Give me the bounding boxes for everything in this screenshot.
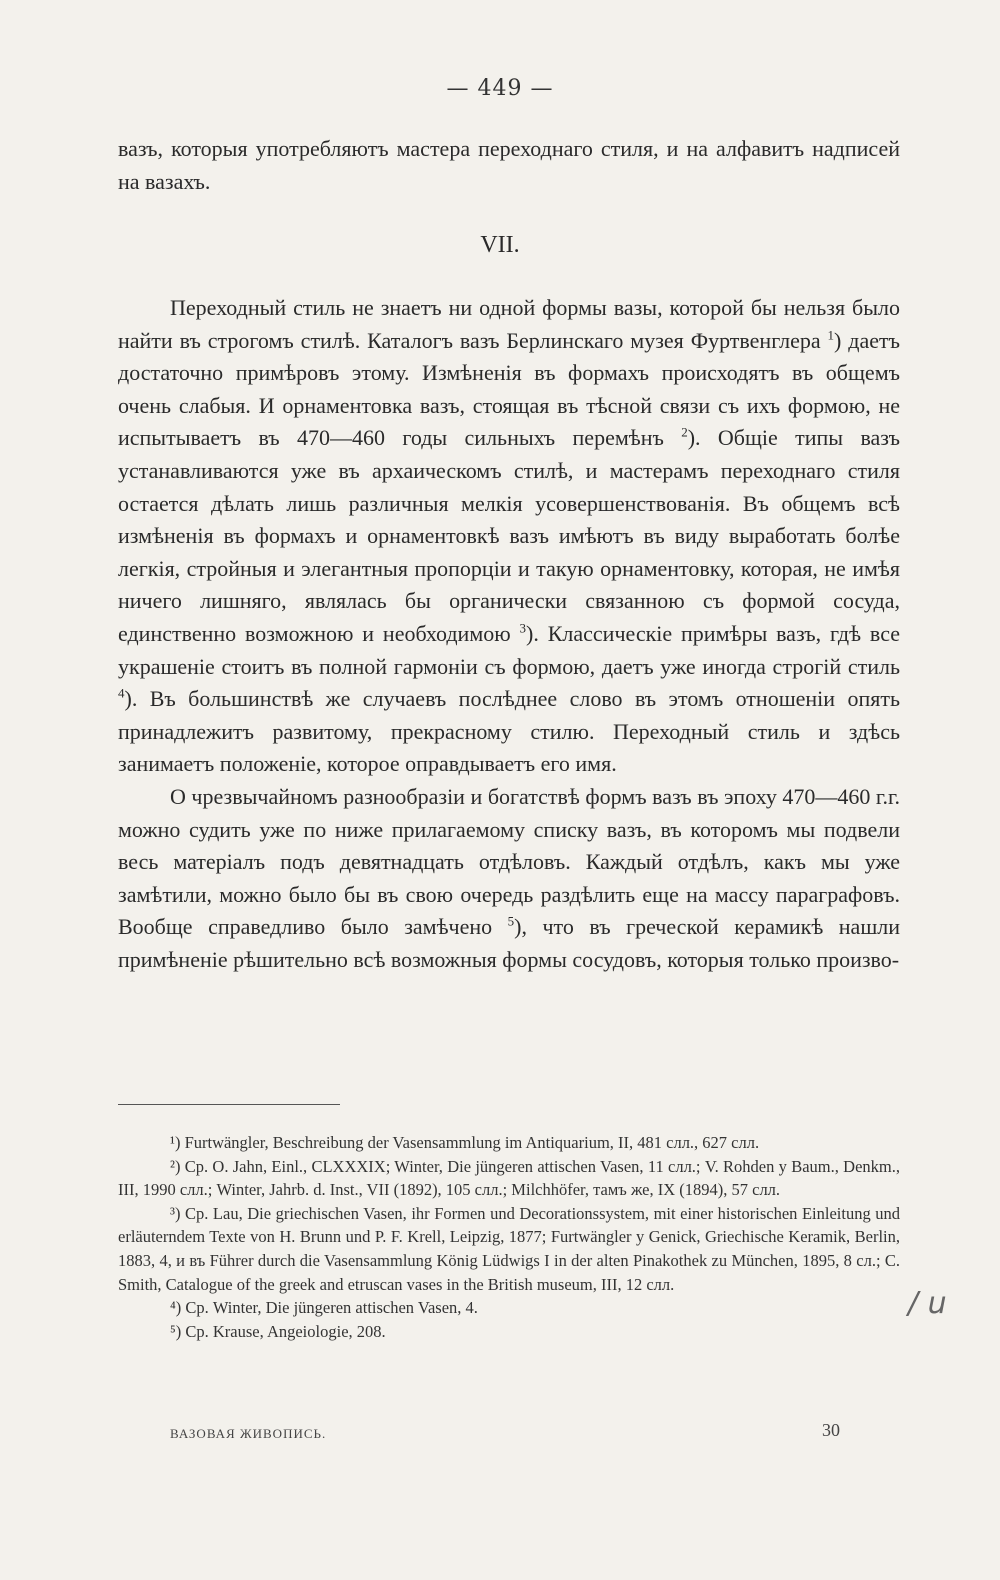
paragraph-forms xyxy=(118,292,900,781)
signature-mark: ВАЗОВАЯ ЖИВОПИСЬ. xyxy=(170,1426,327,1441)
footnote-ref-4: 4 xyxy=(118,685,125,701)
footnote-2: ²) Ср. O. Jahn, Einl., CLXXXIX; Winter, Die jüngeren attischen Vasen, 11 слл.; V. Rohden у Baum., Denkm., III, 1990 слл.; Winter, Jahrb. d. Inst., VII (1892), 105 слл.; Milchhöfer, тамъ же, IX (1894), 57 слл. xyxy=(118,1156,900,1200)
text-run: ) даетъ достаточно примѣровъ этому. Измѣненія въ формахъ происходятъ въ общемъ очень слабыя. И орнаментовка вазъ, стоящая въ тѣсной связи съ ихъ формою, не испытываетъ въ 470—460 годы сильныхъ перемѣнъ xyxy=(118,327,901,451)
text-run: О чрезвычайномъ разнообразіи и богатствѣ формъ вазъ въ эпоху 470—460 г.г. можно судить уже по ниже прилагаемому списку вазъ, въ которомъ мы подвели весь матеріалъ подъ девятнадцать отдѣловъ. Каждый отдѣлъ, какъ мы уже замѣтили, можно было бы въ свою очередь раздѣлить еще на массу параграфовъ. Вообще справедливо было замѣчено xyxy=(118,783,900,940)
text-run: ), что въ греческой керамикѣ нашли примѣненіе рѣшительно всѣ возможныя формы сосудовъ, которыя только произво- xyxy=(118,914,901,972)
intro-paragraph xyxy=(118,133,900,198)
footnote-ref-5: 5 xyxy=(507,913,515,929)
footnote-ref-3: 3 xyxy=(519,620,527,636)
intro-text: вазъ, которыя употребляютъ мастера переходнаго стиля, и на алфавитъ надписей на вазахъ. xyxy=(118,136,900,194)
footnote-1: ¹) Furtwängler, Beschreibung der Vasensammlung im Antiquarium, II, 481 слл., 627 слл. xyxy=(170,1133,760,1152)
main-text xyxy=(118,292,900,976)
paragraph-variety xyxy=(118,781,900,977)
footnote-4: ⁴) Ср. Winter, Die jüngeren attischen Vasen, 4. xyxy=(170,1298,478,1318)
page-number: — 449 — xyxy=(446,76,554,101)
footnote-ref-1: 1 xyxy=(827,327,835,343)
text-run: ). Въ большинствѣ же случаевъ послѣднее слово въ этомъ отношеніи опять принадлежитъ развитому, прекрасному стилю. Переходный стиль и здѣсь занимаетъ положеніе, которое оправдываетъ его имя. xyxy=(118,686,900,777)
section-heading: VII. xyxy=(480,232,520,258)
footnotes xyxy=(118,1131,900,1343)
handwritten-margin-note: / u xyxy=(908,1286,947,1321)
text-run: ). Классическіе примѣры вазъ, гдѣ все украшеніе стоитъ въ полной гармоніи съ формою, даетъ уже иногда строгій стиль xyxy=(118,620,900,679)
footnote-ref-2: 2 xyxy=(681,425,688,441)
footnote-divider xyxy=(118,1104,340,1105)
footnote-3: ³) Ср. Lau, Die griechischen Vasen, ihr Formen und Decorationssystem, mit einer historischen Einleitung und erläuterndem Texte von H. Brunn und P. F. Krell, Leipzig, 1877; Furtwängler y Genick, Griechische Keramik, Berlin, 1883, 4, и въ Führer durch die Vasensammlung König Lüdwigs I in der alten Pinakothek zu München, 1895, 8 сл.; C. Smith, Catalogue of the greek and etruscan vases in the British museum, III, 12 слл. xyxy=(118,1203,900,1294)
sheet-number: 30 xyxy=(822,1420,840,1440)
text-run: ). Общіе типы вазъ устанавливаются уже въ архаическомъ стилѣ, и мастерамъ переходнаго стиля остается дѣлать лишь различныя мелкія усовершенствованія. Въ общемъ всѣ измѣненія въ формахъ и орнаментовкѣ вазъ имѣютъ въ виду выработать болѣе легкія, стройныя и элегантныя пропорціи и такую орнаментовку, которая, не имѣя ничего лишняго, являлась бы органически связанною съ формой сосуда, единственно возможною и необходимою xyxy=(118,425,900,646)
text-run: Переходный стиль не знаетъ ни одной формы вазы, которой бы нельзя было найти въ строгомъ стилѣ. Каталогъ вазъ Берлинскаго музея Фуртвенглера xyxy=(118,295,900,353)
footnote-5: ⁵) Ср. Krause, Angeiologie, 208. xyxy=(170,1321,386,1341)
